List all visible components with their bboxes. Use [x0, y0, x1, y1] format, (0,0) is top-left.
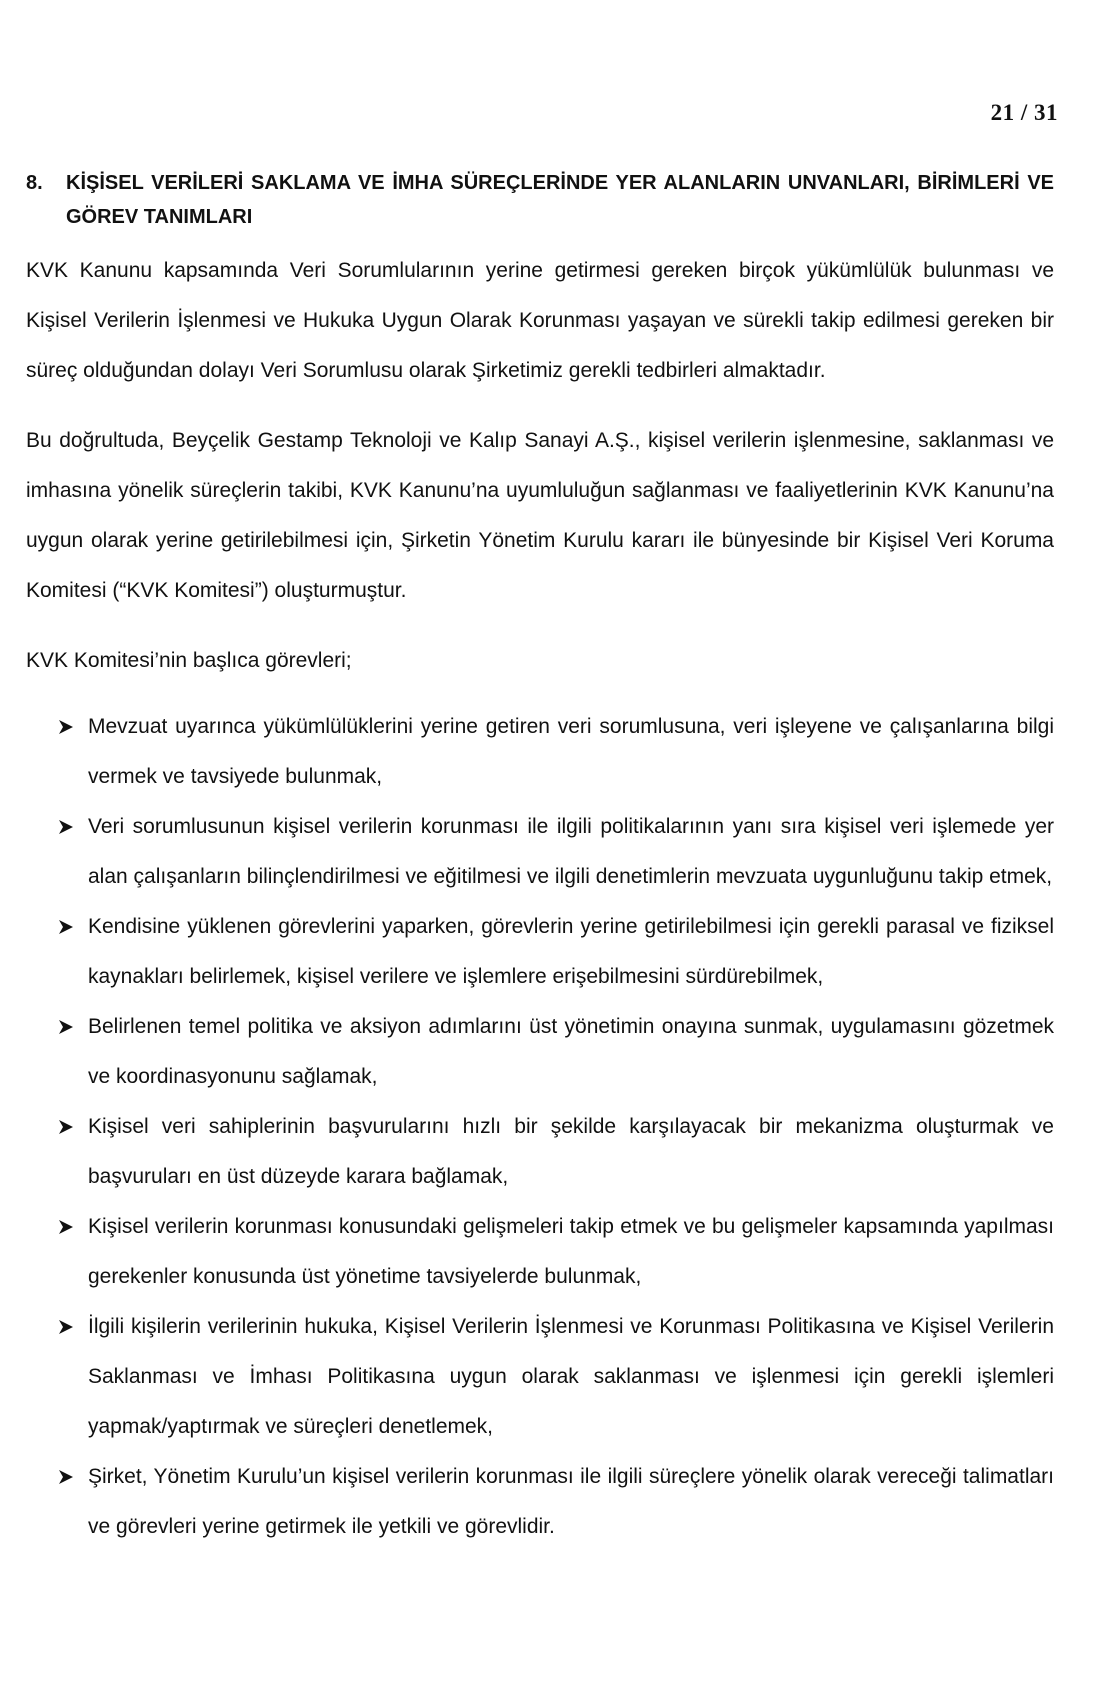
- section-number: 8.: [26, 172, 43, 194]
- list-item: [26, 802, 1054, 902]
- duty-text: İlgili kişilerin verilerinin hukuka, Kişisel Verilerin İşlenmesi ve Korunması Politikasına ve Kişisel Verilerin Saklanması ve İmhası Politikasına uygun olarak saklanması ve işlenmesi için gerekli işlemleri yapmak/yaptırmak ve süreçleri denetlemek,: [88, 1315, 1054, 1438]
- duties-list: [26, 702, 1054, 1552]
- duty-text: Kişisel veri sahiplerinin başvurularını hızlı bir şekilde karşılayacak bir mekanizma oluşturmak ve başvuruları en üst düzeyde karara bağlamak,: [88, 1115, 1054, 1188]
- list-item: [26, 1452, 1054, 1552]
- section-heading: [26, 166, 1054, 234]
- arrowhead-bullet-icon: [56, 802, 88, 902]
- arrowhead-bullet-icon: [56, 702, 88, 802]
- duty-text: Belirlenen temel politika ve aksiyon adımlarını üst yönetimin onayına sunmak, uygulamasını gözetmek ve koordinasyonunu sağlamak,: [88, 1015, 1054, 1088]
- list-item: [26, 1102, 1054, 1202]
- list-item: [26, 1002, 1054, 1102]
- section-title: KİŞİSEL VERİLERİ SAKLAMA VE İMHA SÜREÇLERİNDE YER ALANLARIN UNVANLARI, BİRİMLERİ VE GÖREV TANIMLARI: [66, 172, 1054, 228]
- list-item: [26, 1302, 1054, 1452]
- arrowhead-bullet-icon: [56, 1002, 88, 1102]
- arrowhead-bullet-icon: [56, 1202, 88, 1302]
- duty-text: Şirket, Yönetim Kurulu’un kişisel verilerin korunması ile ilgili süreçlere yönelik olarak vereceği talimatları ve görevleri yerine getirmek ile yetkili ve görevlidir.: [88, 1465, 1054, 1538]
- duties-intro: KVK Komitesi’nin başlıca görevleri;: [26, 649, 352, 672]
- duty-text: Veri sorumlusunun kişisel verilerin korunması ile ilgili politikalarının yanı sıra kişisel veri işlemede yer alan çalışanların bilinçlendirilmesi ve eğitilmesi ve ilgili denetimlerin mevzuata uygunluğunu takip etmek,: [88, 815, 1054, 888]
- duty-text: Kişisel verilerin korunması konusundaki gelişmeleri takip etmek ve bu gelişmeler kapsamında yapılması gerekenler konusunda üst yönetime tavsiyelerde bulunmak,: [88, 1215, 1054, 1288]
- page-content: [26, 166, 1054, 1552]
- duty-text: Mevzuat uyarınca yükümlülüklerini yerine getiren veri sorumlusuna, veri işleyene ve çalışanlarına bilgi vermek ve tavsiyede bulunmak,: [88, 715, 1054, 788]
- list-item: [26, 902, 1054, 1002]
- duty-text: Kendisine yüklenen görevlerini yaparken, görevlerin yerine getirilebilmesi için gerekli parasal ve fiziksel kaynakları belirlemek, kişisel verilere ve işlemlere erişebilmesini sürdürebilmek,: [88, 915, 1054, 988]
- paragraph-committee: Bu doğrultuda, Beyçelik Gestamp Teknoloji ve Kalıp Sanayi A.Ş., kişisel verilerin işlenmesine, saklanması ve imhasına yönelik süreçlerin takibi, KVK Kanunu’na uyumluluğun sağlanması ve faaliyetlerinin KVK Kanunu’na uygun olarak yerine getirilebilmesi için, Şirketin Yönetim Kurulu kararı ile bünyesinde bir Kişisel Veri Koruma Komitesi (“KVK Komitesi”) oluşturmuştur.: [26, 429, 1054, 602]
- arrowhead-bullet-icon: [56, 1102, 88, 1202]
- page-number: 21 / 31: [990, 100, 1058, 125]
- list-item: [26, 702, 1054, 802]
- arrowhead-bullet-icon: [56, 902, 88, 1002]
- arrowhead-bullet-icon: [56, 1452, 88, 1552]
- paragraph-obligations: KVK Kanunu kapsamında Veri Sorumlularının yerine getirmesi gereken birçok yükümlülük bulunması ve Kişisel Verilerin İşlenmesi ve Hukuka Uygun Olarak Korunması yaşayan ve sürekli takip edilmesi gereken bir süreç olduğundan dolayı Veri Sorumlusu olarak Şirketimiz gerekli tedbirleri almaktadır.: [26, 259, 1054, 382]
- arrowhead-bullet-icon: [56, 1302, 88, 1452]
- list-item: [26, 1202, 1054, 1302]
